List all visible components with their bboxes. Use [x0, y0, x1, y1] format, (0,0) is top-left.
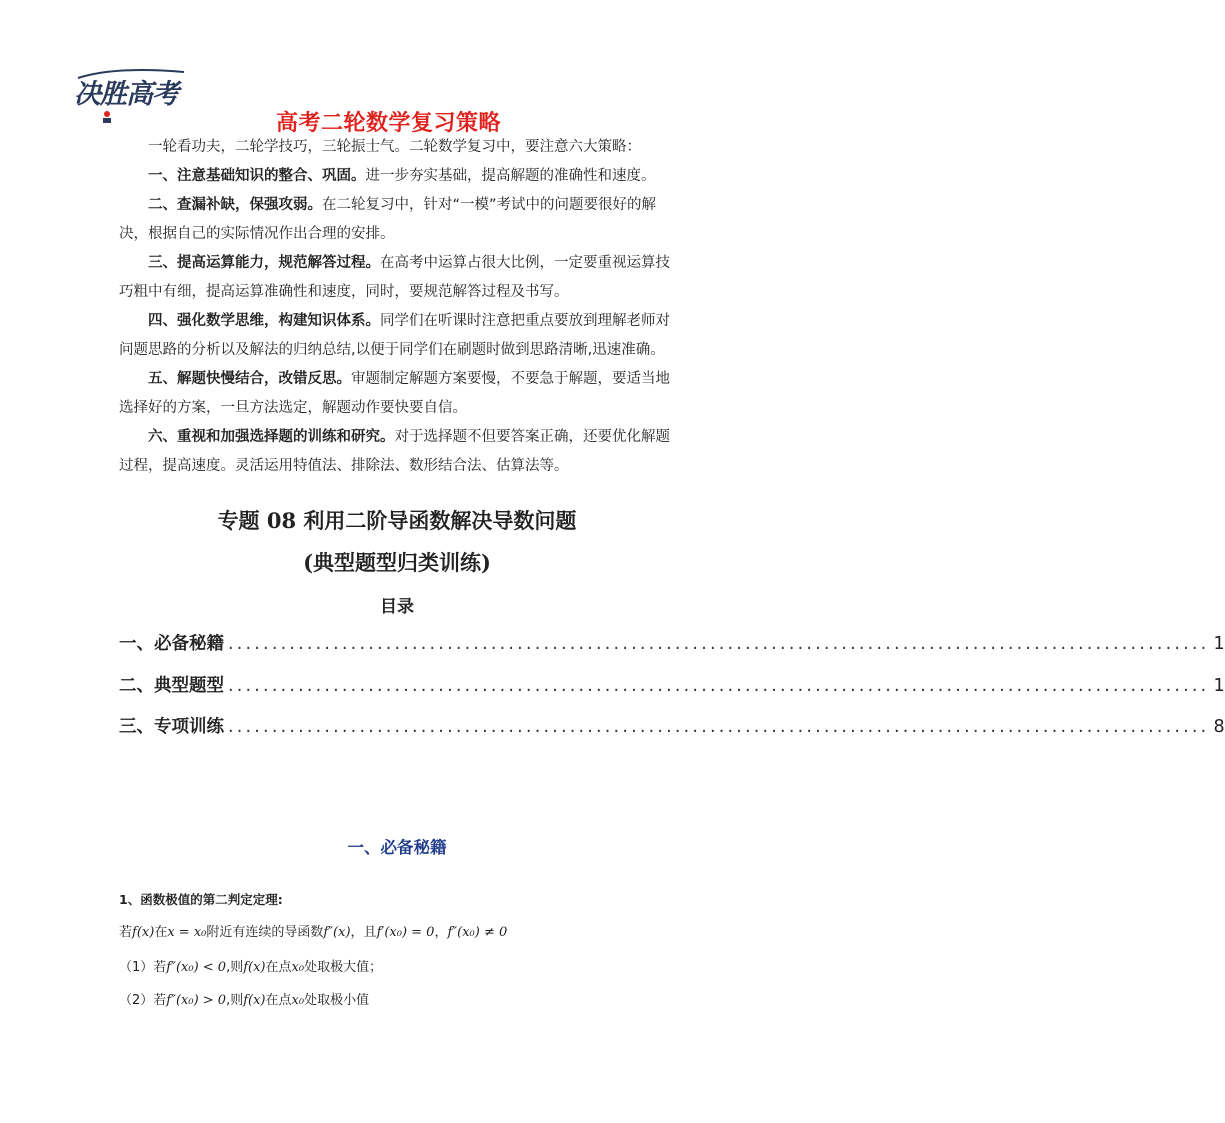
section-heading: 一、必备秘籍 [347, 838, 447, 857]
logo [74, 66, 188, 138]
intro-lead: 一轮看功夫，二轮学技巧，三轮振士气。二轮数学复习中，要注意六大策略： [148, 139, 641, 155]
logo-figure-icon [100, 110, 114, 124]
strategy-6-key: 六、重视和加强选择题的训练和研究。 [148, 429, 395, 445]
topic-subtitle: (典型题型归类训练) [303, 550, 491, 575]
strategy-2-key: 二、查漏补缺，保强攻弱。 [148, 197, 322, 213]
text-fragment: 在点 [265, 993, 292, 1008]
toc-leader: ................................................................................................................ [228, 676, 1210, 696]
strategy-4-text: 同学们在听课时注意把重点要放到理解老师对问题思路的分析以及解法的归纳总结,以便于同学们在刷题时做到思路清晰,迅速准确。 [119, 313, 670, 358]
text-fragment: ，且 [350, 925, 377, 940]
text-fragment: 在 [154, 925, 168, 940]
text-fragment: ， [434, 925, 448, 940]
strategy-2 [119, 191, 679, 249]
math-expr: f(x) [243, 960, 266, 975]
logo-text: 决胜高考 [74, 79, 178, 110]
toc-entry-label: 二、典型题型 [119, 676, 224, 696]
toc-entry-label: 三、专项训练 [119, 717, 224, 737]
text-fragment: （1）若 [119, 960, 167, 975]
theorem-title: 1、函数极值的第二判定定理: [119, 892, 283, 907]
toc-entry-label: 一、必备秘籍 [119, 634, 224, 654]
strategy-3 [119, 249, 679, 307]
text-fragment: ,则 [226, 993, 244, 1008]
text-fragment: 处取极小值 [304, 993, 370, 1008]
math-expr: f(x) [132, 925, 155, 940]
text-fragment: （2）若 [119, 993, 167, 1008]
text-fragment: 附近有连续的导函数 [206, 925, 324, 940]
text-fragment: 在点 [265, 960, 292, 975]
theorem-line-3 [119, 989, 369, 1008]
toc-leader: ................................................................................................................ [228, 717, 1210, 737]
math-expr: f(x) [243, 993, 266, 1008]
math-expr: x₀ [291, 993, 305, 1008]
toc-entry[interactable] [119, 672, 1225, 698]
toc-entry[interactable] [119, 630, 1225, 656]
toc-entry[interactable] [119, 713, 1225, 739]
math-expr: f″(x₀) < 0 [166, 960, 227, 975]
text-fragment: 若 [119, 925, 133, 940]
toc-entry-page: 1 [1213, 676, 1225, 696]
text-fragment: ,则 [226, 960, 244, 975]
strategy-4-key: 四、强化数学思维，构建知识体系。 [148, 313, 380, 329]
banner-title: 高考二轮数学复习策略 [276, 111, 502, 136]
strategy-4 [119, 307, 679, 365]
toc-leader: ................................................................................................................ [228, 634, 1210, 654]
strategy-2-text: 在二轮复习中，针对“一模”考试中的问题要很好的解决，根据自己的实际情况作出合理的安排。 [119, 197, 657, 242]
topic-title: 专题 08 利用二阶导函数解决导数问题 [217, 508, 577, 533]
strategy-3-text: 在高考中运算占很大比例，一定要重视运算技巧粗中有细，提高运算准确性和速度，同时，要规范解答过程及书写。 [119, 255, 670, 300]
math-expr: f″(x₀) ≠ 0 [447, 925, 508, 940]
math-expr: f″(x₀) > 0 [166, 993, 227, 1008]
intro-block [119, 133, 679, 481]
theorem-line-2 [119, 956, 382, 975]
toc-entry-page: 1 [1213, 634, 1225, 654]
text-fragment: 处取极大值； [304, 960, 383, 975]
strategy-5-key: 五、解题快慢结合，改错反思。 [148, 371, 351, 387]
theorem-line-1 [119, 921, 507, 940]
math-expr: f″(x) [323, 925, 351, 940]
strategy-1-text: 进一步夯实基础，提高解题的准确性和速度。 [365, 168, 656, 184]
strategy-5 [119, 365, 679, 423]
strategy-1 [119, 162, 679, 191]
strategy-1-key: 一、注意基础知识的整合、巩固。 [148, 168, 366, 184]
strategy-5-text: 审题制定解题方案要慢，不要急于解题，要适当地选择好的方案，一旦方法选定，解题动作要快要自信。 [119, 371, 670, 416]
toc-entry-page: 8 [1213, 717, 1225, 737]
strategy-3-key: 三、提高运算能力，规范解答过程。 [148, 255, 380, 271]
math-expr: f′(x₀) = 0 [376, 925, 435, 940]
strategy-6-text: 对于选择题不但要答案正确，还要优化解题过程，提高速度。灵活运用特值法、排除法、数形结合法、估算法等。 [119, 429, 670, 474]
strategy-6 [119, 423, 679, 481]
toc-heading: 目录 [380, 597, 414, 617]
math-expr: x₀ [291, 960, 305, 975]
math-expr: x = x₀ [167, 925, 207, 940]
